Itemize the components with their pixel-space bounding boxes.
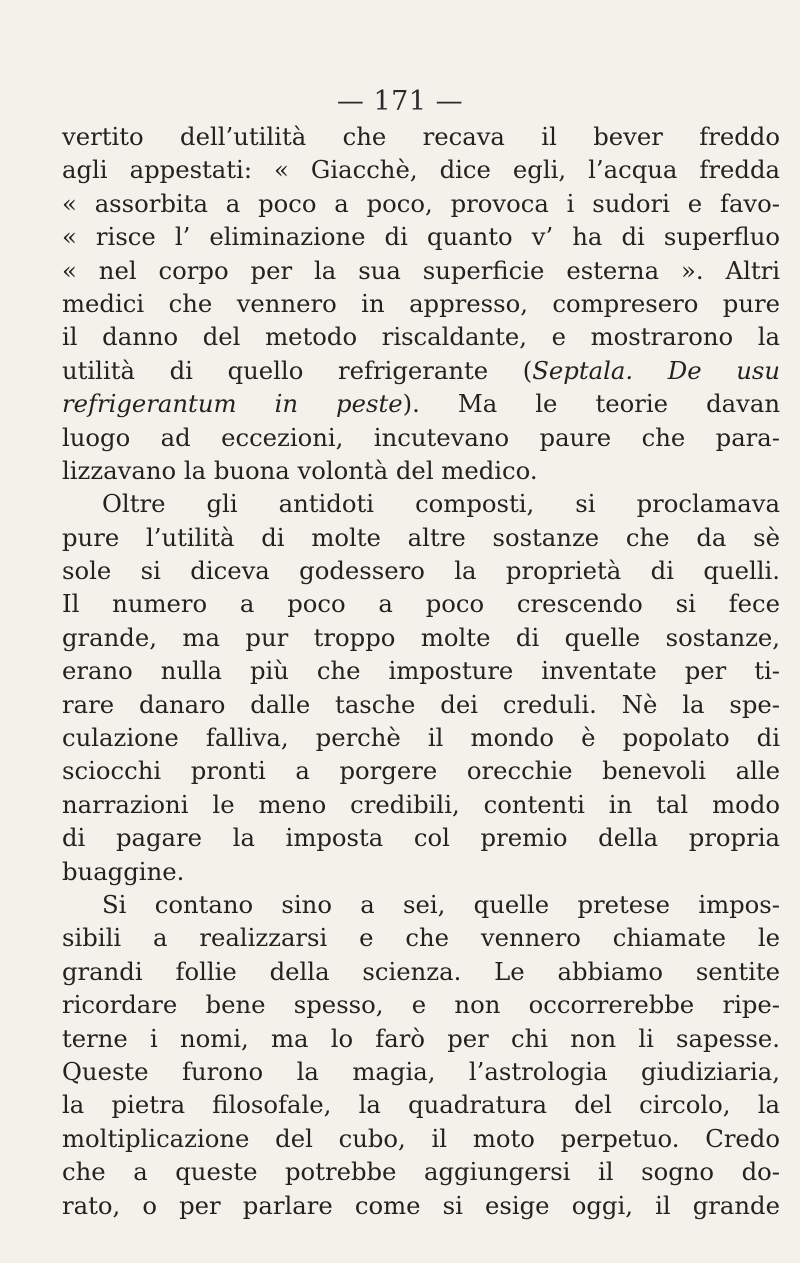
text-line	[62, 1122, 780, 1155]
text-line	[62, 587, 780, 620]
text-line-content: moltiplicazione del cubo, il moto perpetuo. Credo	[62, 1123, 780, 1153]
text-line-content: il danno del metodo riscaldante, e mostrarono la	[62, 322, 780, 352]
text-line-content: « nel corpo per la sua superficie esterna ». Altri	[62, 255, 780, 285]
text-line	[62, 888, 780, 921]
text-line-content: sibili a realizzarsi e che vennero chiamate le	[62, 923, 780, 953]
text-line-content: medici che vennero in appresso, compresero pure	[62, 288, 780, 318]
text-line	[62, 254, 780, 287]
text-line-content: « risce l’ eliminazione di quanto v’ ha di superfluo	[62, 222, 780, 252]
text-line	[62, 120, 780, 153]
text-line-content: Si contano sino a sei, quelle pretese impos-	[102, 889, 780, 919]
text-line-content: luogo ad eccezioni, incutevano paure che para-	[62, 422, 780, 452]
text-line	[62, 1088, 780, 1121]
text-line-content: pure l’utilità di molte altre sostanze che da sè	[62, 522, 780, 552]
text-line-post: ). Ma le teorie davan	[402, 389, 780, 419]
citation-italic: Septala. De usu	[532, 355, 780, 385]
text-line	[62, 454, 780, 487]
text-line	[62, 354, 780, 387]
text-line	[62, 754, 780, 787]
text-line	[62, 1055, 780, 1088]
text-line-content: erano nulla più che imposture inventate per ti-	[62, 656, 780, 686]
text-line-content: di pagare la imposta col premio della propria	[62, 823, 780, 853]
text-line	[62, 788, 780, 821]
text-line	[62, 1155, 780, 1188]
text-line-content: lizzavano la buona volontà del medico.	[62, 455, 538, 485]
text-line	[62, 721, 780, 754]
text-line-content: sciocchi pronti a porgere orecchie benevoli alle	[62, 756, 780, 786]
text-line-content: vertito dell’utilità che recava il bever freddo	[62, 122, 780, 151]
text-line	[62, 1022, 780, 1055]
text-line	[62, 187, 780, 220]
text-line-content: ricordare bene spesso, e non occorrerebbe ripe-	[62, 990, 780, 1020]
text-line-content: narrazioni le meno credibili, contenti in tal modo	[62, 789, 780, 819]
text-line-content: « assorbita a poco a poco, provoca i sudori e favo-	[62, 188, 780, 218]
text-line-content: che a queste potrebbe aggiungersi il sogno do-	[62, 1157, 780, 1187]
citation-italic: refrigerantum in peste	[62, 389, 403, 419]
text-line	[62, 554, 780, 587]
text-line	[62, 921, 780, 954]
text-line-content: rare danaro dalle tasche dei creduli. Nè la spe-	[62, 689, 780, 719]
page-number: — 171 —	[336, 86, 464, 117]
text-line-content: culazione falliva, perchè il mondo è popolato di	[62, 723, 780, 753]
text-line-content: la pietra filosofale, la quadratura del circolo, la	[62, 1090, 780, 1120]
text-line	[62, 654, 780, 687]
body-text	[62, 120, 780, 1222]
text-line	[62, 387, 780, 420]
text-line-content: terne i nomi, ma lo farò per chi non li sapesse.	[62, 1023, 780, 1053]
text-line	[62, 621, 780, 654]
text-line	[62, 220, 780, 253]
text-line	[62, 988, 780, 1021]
text-line	[62, 421, 780, 454]
text-line-content: buaggine.	[62, 856, 185, 886]
text-line	[62, 287, 780, 320]
text-line	[62, 821, 780, 854]
text-line	[62, 688, 780, 721]
text-line-pre: utilità di quello refrigerante (	[62, 355, 533, 385]
text-line-content: Oltre gli antidoti composti, si proclamava	[102, 489, 780, 519]
text-line-content: Il numero a poco a poco crescendo si fece	[62, 589, 780, 619]
text-line-content: rato, o per parlare come si esige oggi, il grande	[62, 1190, 780, 1220]
text-line	[62, 855, 780, 888]
text-line	[62, 1189, 780, 1222]
text-line	[62, 487, 780, 520]
text-line-content: grandi follie della scienza. Le abbiamo sentite	[62, 956, 780, 986]
text-line	[62, 153, 780, 186]
text-line-content: agli appestati: « Giacchè, dice egli, l’acqua fredda	[62, 155, 780, 185]
text-line	[62, 320, 780, 353]
text-line	[62, 955, 780, 988]
text-line-content: Queste furono la magia, l’astrologia giudiziaria,	[62, 1056, 780, 1086]
text-line-content: sole si diceva godessero la proprietà di quelli.	[62, 556, 780, 586]
text-line	[62, 521, 780, 554]
text-line-content: grande, ma pur troppo molte di quelle sostanze,	[62, 622, 780, 652]
